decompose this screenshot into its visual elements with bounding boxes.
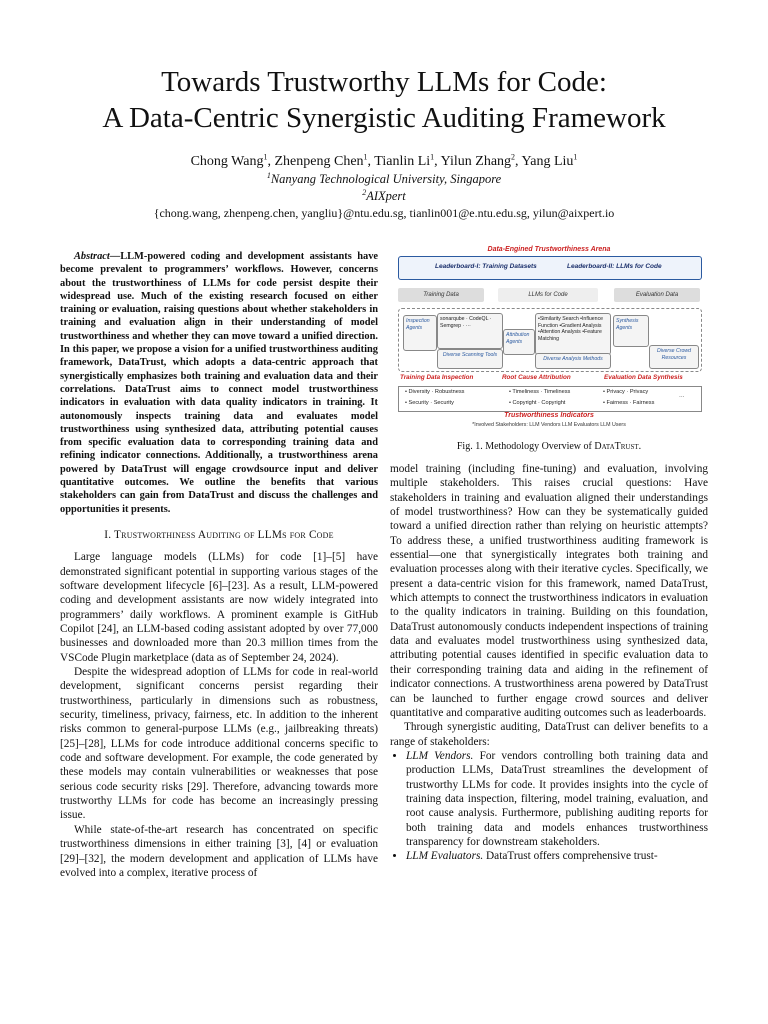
author: Tianlin Li: [374, 154, 431, 169]
stage-3-label: Evaluation Data Synthesis: [604, 374, 683, 381]
author: Chong Wang: [190, 154, 264, 169]
data-flow-row: [398, 288, 700, 304]
bullet-text: For vendors controlling both training data and production LLMs, DataTrust streamlines the development of trustworthy LLMs for code. It provides insights into the cycle of training data inspection, filtering, model training, evaluation, and root cause analysis. Furthermore, publishing auditing reports for both training data and models enhances trustworthiness transparency for downstream stakeholders.: [406, 749, 709, 848]
indicators-box: [398, 386, 702, 412]
list-item: [406, 749, 708, 849]
affiliation-number: 2: [362, 187, 367, 197]
scanning-tools-box: Diverse Scanning Tools: [437, 349, 503, 369]
author: Yilun Zhang: [440, 154, 512, 169]
abstract: [60, 250, 378, 516]
author-emails: {chong.wang, zhenpeng.chen, yangliu}@ntu.edu.sg, tianlin001@e.ntu.edu.sg, yilun@aixpert.io: [153, 206, 615, 220]
crowd-resources-box: Diverse Crowd Resources: [649, 345, 699, 369]
agents-panel: [398, 308, 702, 372]
author-affiliation-mark: 1: [363, 152, 368, 162]
indicator-item: • Diversity · Robustness: [405, 389, 465, 395]
leaderboard-1-label: Leaderboard-I: Training Datasets: [435, 263, 537, 270]
author-affiliation-mark: 1: [573, 152, 578, 162]
indicator-item: • Security · Security: [405, 400, 454, 406]
caption-prefix: Fig. 1. Methodology Overview of: [456, 441, 595, 452]
title-line-2: A Data-Centric Synergistic Auditing Framework: [102, 102, 666, 134]
right-column: [390, 462, 708, 864]
title-line-1: Towards Trustworthy LLMs for Code:: [161, 66, 607, 98]
abstract-lead: Abstract: [74, 251, 110, 262]
author-affiliation-mark: 1: [263, 152, 268, 162]
author-affiliation-mark: 1: [430, 152, 435, 162]
list-item: [406, 849, 708, 863]
caption-name: DataTrust.: [594, 441, 642, 452]
section-heading: I. Trustworthiness Auditing of LLMs for Code: [104, 528, 334, 541]
stage-1-label: Training Data Inspection: [400, 374, 474, 381]
llms-for-code-tag: LLMs for Code: [498, 288, 598, 302]
figure-caption: [390, 441, 708, 452]
left-column: [60, 250, 378, 880]
paragraph: Large language models (LLMs) for code [1]–[5] have demonstrated significant potential in supporting various stages of the software development lifecycle [6]–[23]. As a result, LLM-powered coding and development assistants are now widely integrated into programmers’ daily workflows. A prominent example is GitHub Copilot [24], an LLM-based coding assistant adopted by over 77,000 businesses and downloaded more than 20.3 million times from the VSCode Plugin marketplace (data as of September 24, 2024).: [60, 551, 378, 664]
author: Zhenpeng Chen: [274, 154, 364, 169]
stage-2-label: Root Cause Attribution: [502, 374, 571, 381]
indicator-item: • Timeliness · Timeliness: [509, 389, 571, 395]
paragraph: Through synergistic auditing, DataTrust can deliver benefits to a range of stakeholders:: [390, 721, 708, 748]
author-list: Chong Wang$^1$, Zhenpeng Chen$^1$, Tianlin Li$^1$, Yilun Zhang$^2$, Yang Liu$^1$: [190, 152, 578, 169]
attribution-agents-box: Attribution Agents: [503, 329, 535, 355]
analysis-methods-box: •Similarity Search •Influence Function •Gradient Analysis •Attention Analysis •Feature Matching: [535, 313, 611, 355]
training-data-tag: Training Data: [398, 288, 484, 302]
paragraph: Despite the widespread adoption of LLMs for code in real-world development, significant concerns persist regarding their trustworthiness, particularly in dimensions such as robustness, security, timeliness, privacy, fairness, etc. In addition to the inherent risks common to general-purpose LLMs (e.g., jailbreaking threats) [25]–[28], LLMs for code introduce additional concerns specific to code and software development. For example, the code generated by these models may contain vulnerabilities or weaknesses that pose serious code security risks [29]. Therefore, advancing towards more trustworthy LLMs for code has become an increasingly pressing issue.: [60, 666, 378, 822]
affiliation-name: Nanyang Technological University, Singapore: [270, 172, 502, 186]
leaderboard-banner: [398, 256, 702, 280]
diverse-analysis-box: Diverse Analysis Methods: [535, 353, 611, 369]
paragraph: While state-of-the-art research has concentrated on specific trustworthiness dimensions in either training [3], [4] or evaluation [29]–[32], the modern development and application of LLMs have evolved into a complex, iterative process of: [60, 823, 378, 879]
figure-arena-title: Data-Engined Trustworthiness Arena: [487, 246, 611, 253]
indicator-item: • Privacy · Privacy: [603, 389, 649, 395]
leaderboard-2-label: Leaderboard-II: LLMs for Code: [567, 263, 662, 270]
synthesis-agents-box: Synthesis Agents: [613, 315, 649, 347]
bullet-lead: LLM Vendors.: [406, 749, 474, 762]
paragraph: model training (including fine-tuning) and evaluation, involving multiple stakeholders. This raises crucial questions: Have stakeholders in training and evaluation aligned their understandings of model trustworthiness? How can they be systematically guided toward a unified direction rather than relying on heuristic attempts? To address these, a unified trustworthiness auditing framework is essential—one that synergistically integrates both training and evaluation processes along with their iterative cycles. Specifically, we present a data-centric vision for this framework, named DataTrust, which attempts to connect the trustworthiness indicators in evaluation to the quality indicators in training. Building on this foundation, DataTrust autonomously conducts independent inspections of training data and evaluates model trustworthiness using synthesized data, attributing potential causes identified in specific evaluation data to their corresponding training data and aiding in the refinement of indicator connections. A trustworthiness arena powered by DataTrust can be launched to further engage crowd sources and deliver quantitative and comparative auditing outcomes such as leaderboards.: [390, 463, 708, 719]
affiliation-2: [0, 188, 768, 204]
abstract-text: —LLM-powered coding and development assistants have become prevalent to programmers’ workflows. However, concerns about the trustworthiness of LLMs for code persist despite their widespread use. Much of the existing research focused on either training or evaluation, raising questions about whether stakeholders in training and evaluation align in their understanding of model trustworthiness and whether they can move toward a unified direction. In this paper, we propose a vision for a unified trustworthiness auditing framework, DataTrust, which adopts a data-centric approach that synergistically emphasizes both training and evaluation data and their correlations. DataTrust aims to connect model trustworthiness indicators in evaluation with data quality indicators in training. It autonomously inspects training data and evaluates model trustworthiness using synthesized data, attributing potential causes from specific evaluation data to corresponding training data and refining indicator connections. Additionally, a trustworthiness arena powered by DataTrust will engage crowdsource input and deliver quantitative outcomes. We outline the benefits that various stakeholders can gain from DataTrust and discuss the challenges and opportunities it presents.: [60, 251, 378, 515]
bullet-lead: LLM Evaluators.: [406, 850, 484, 863]
affiliation-1: [0, 171, 768, 187]
methodology-figure: [390, 246, 708, 434]
paper-title: [0, 64, 768, 136]
indicators-title: Trustworthiness Indicators: [504, 412, 594, 419]
evaluation-data-tag: Evaluation Data: [614, 288, 700, 302]
stakeholders-legend: *Involved Stakeholders: LLM Vendors LLM Evaluators LLM Users: [472, 422, 626, 428]
author: Yang Liu: [521, 154, 574, 169]
indicator-item: • Fairness · Fairness: [603, 400, 655, 406]
indicator-item: • Copyright · Copyright: [509, 400, 566, 406]
author-affiliation-mark: 2: [511, 152, 516, 162]
inspection-agents-box: Inspection Agents: [403, 315, 437, 351]
affiliation-number: 1: [266, 170, 271, 180]
indicator-more: ···: [679, 394, 685, 400]
stakeholder-list: [390, 749, 708, 864]
affiliation-name: AIXpert: [366, 189, 406, 203]
tools-box: sonarqube · CodeQL · Semgrep · ···: [437, 313, 503, 349]
bullet-text: DataTrust offers comprehensive trust-: [483, 850, 658, 863]
